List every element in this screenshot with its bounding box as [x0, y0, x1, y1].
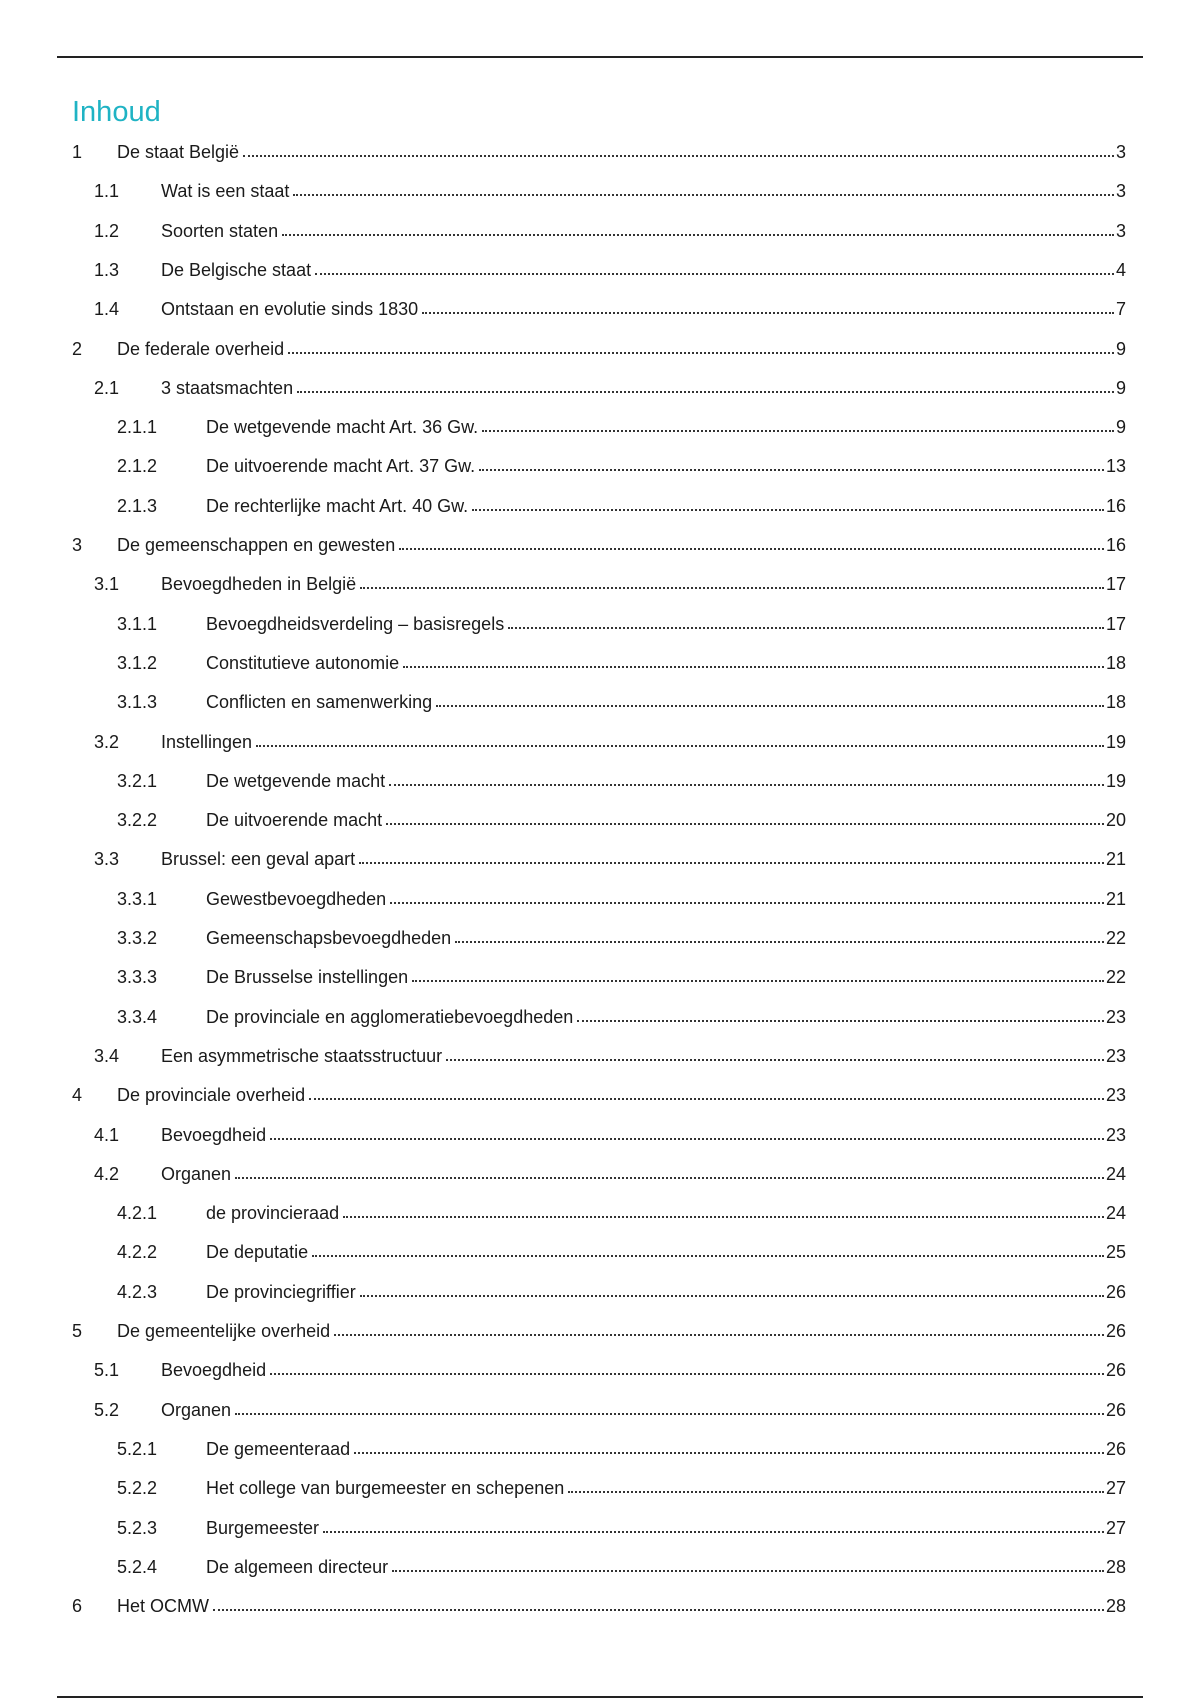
- toc-entry-number: 1.4: [94, 299, 120, 320]
- toc-entry[interactable]: [117, 491, 1126, 517]
- toc-dot-leader: [360, 1295, 1104, 1297]
- toc-entry[interactable]: [117, 1552, 1126, 1578]
- toc-dot-leader: [392, 1570, 1104, 1572]
- toc-entry-number: 4.2.1: [117, 1203, 158, 1224]
- toc-entry[interactable]: [117, 1198, 1126, 1224]
- toc-entry[interactable]: [117, 962, 1126, 988]
- toc-dot-leader: [315, 273, 1114, 275]
- toc-dot-leader: [334, 1334, 1104, 1336]
- toc-entry-page: 21: [1105, 888, 1126, 909]
- toc-dot-leader: [309, 1098, 1104, 1100]
- toc-entry-page: 24: [1105, 1163, 1126, 1184]
- toc-entry-page: 22: [1105, 967, 1126, 988]
- toc-entry[interactable]: [117, 451, 1126, 477]
- toc-dot-leader: [386, 823, 1104, 825]
- toc-entry-title: De Brusselse instellingen: [206, 967, 409, 988]
- toc-entry-number: 1: [72, 142, 83, 162]
- toc-entry-number: 3.2.1: [117, 770, 158, 791]
- toc-dot-leader: [360, 587, 1104, 589]
- toc-entry-page: 7: [1115, 299, 1126, 320]
- toc-entry-page: 16: [1105, 535, 1126, 555]
- toc-entry-number: 2: [72, 338, 83, 359]
- toc-entry-page: 23: [1105, 1006, 1126, 1027]
- toc-entry[interactable]: [117, 1002, 1126, 1028]
- toc-dot-leader: [235, 1413, 1104, 1415]
- toc-entry-title: De provinciale en agglomeratiebevoegdheden: [206, 1006, 574, 1027]
- toc-dot-leader: [422, 312, 1114, 314]
- toc-dot-leader: [389, 784, 1104, 786]
- toc-entry-number: 4.1: [94, 1124, 120, 1145]
- toc-dot-leader: [412, 980, 1104, 982]
- header-rule: [57, 56, 1143, 58]
- toc-entry-page: 28: [1105, 1596, 1126, 1617]
- toc-entry-number: 1.1: [94, 181, 120, 202]
- toc-entry-title: De provinciale overheid: [117, 1085, 306, 1106]
- toc-entry-number: 3.1.3: [117, 692, 158, 713]
- toc-entry-number: 5.2.3: [117, 1517, 158, 1538]
- toc-entry-page: 26: [1105, 1399, 1126, 1420]
- toc-entry[interactable]: [117, 412, 1126, 438]
- toc-entry[interactable]: [72, 1316, 1126, 1342]
- toc-entry-title: Bevoegdheden in België: [161, 574, 357, 595]
- toc-entry-title: De staat België: [117, 142, 240, 162]
- toc-entry[interactable]: [72, 334, 1126, 360]
- toc-dot-leader: [577, 1020, 1104, 1022]
- toc-entry[interactable]: [94, 176, 1126, 202]
- toc-entry-page: 9: [1115, 377, 1126, 398]
- toc-entry-page: 3: [1115, 142, 1126, 162]
- toc-entry-title: 3 staatsmachten: [161, 377, 294, 398]
- toc-entry[interactable]: [72, 1080, 1126, 1106]
- toc-entry-number: 6: [72, 1596, 83, 1617]
- toc-entry-number: 4.2.3: [117, 1281, 158, 1302]
- toc-entry[interactable]: [94, 844, 1126, 870]
- toc-dot-leader: [455, 941, 1104, 943]
- toc-entry-page: 21: [1105, 849, 1126, 870]
- toc-entry-title: Ontstaan en evolutie sinds 1830: [161, 299, 419, 320]
- toc-entry-title: Bevoegdheid: [161, 1124, 267, 1145]
- toc-entry-title: Conflicten en samenwerking: [206, 692, 433, 713]
- toc-entry-number: 4: [72, 1085, 83, 1106]
- toc-entry[interactable]: [117, 1277, 1126, 1303]
- toc-entry[interactable]: [117, 1473, 1126, 1499]
- toc-entry-page: 23: [1105, 1124, 1126, 1145]
- toc-entry-title: Bevoegdheid: [161, 1360, 267, 1381]
- toc-entry-title: De uitvoerende macht Art. 37 Gw.: [206, 456, 476, 477]
- toc-entry-title: De uitvoerende macht: [206, 810, 383, 831]
- toc-entry-page: 4: [1115, 259, 1126, 280]
- toc-entry-title: Organen: [161, 1163, 232, 1184]
- toc-entry-page: 23: [1105, 1045, 1126, 1066]
- toc-entry[interactable]: [117, 884, 1126, 910]
- toc-dot-leader: [213, 1609, 1104, 1611]
- toc-entry-page: 27: [1105, 1478, 1126, 1499]
- toc-entry-title: Instellingen: [161, 731, 253, 752]
- toc-entry-number: 3: [72, 535, 83, 555]
- toc-entry[interactable]: [72, 1591, 1126, 1617]
- toc-entry-page: 27: [1105, 1517, 1126, 1538]
- toc-entry[interactable]: [94, 569, 1126, 595]
- toc-entry[interactable]: [94, 1041, 1126, 1067]
- toc-entry-title: Wat is een staat: [161, 181, 290, 202]
- toc-dot-leader: [403, 666, 1104, 668]
- toc-entry-number: 5.2.4: [117, 1556, 158, 1577]
- toc-dot-leader: [235, 1177, 1104, 1179]
- toc-entry-title: De wetgevende macht: [206, 770, 386, 791]
- toc-entry[interactable]: [72, 530, 1126, 556]
- toc-entry-page: 20: [1105, 810, 1126, 831]
- toc-entry-title: Burgemeester: [206, 1517, 320, 1538]
- toc-dot-leader: [256, 745, 1104, 747]
- toc-entry-page: 23: [1105, 1085, 1126, 1106]
- toc-entry-title: De gemeenschappen en gewesten: [117, 535, 396, 555]
- toc-entry[interactable]: [117, 923, 1126, 949]
- toc-dot-leader: [343, 1216, 1104, 1218]
- toc-entry[interactable]: [117, 766, 1126, 792]
- toc-entry[interactable]: [117, 1237, 1126, 1263]
- toc-dot-leader: [312, 1255, 1104, 1257]
- toc-dot-leader: [508, 627, 1104, 629]
- toc-entry-number: 3.3.1: [117, 888, 158, 909]
- toc-dot-leader: [354, 1452, 1104, 1454]
- toc-dot-leader: [270, 1138, 1104, 1140]
- toc-entry-page: 9: [1115, 417, 1126, 438]
- toc-entry[interactable]: [94, 1120, 1126, 1146]
- toc-entry-page: 22: [1105, 928, 1126, 948]
- toc-dot-leader: [399, 548, 1104, 550]
- toc-entry-title: Soorten staten: [161, 220, 279, 241]
- toc-dot-leader: [568, 1491, 1104, 1493]
- toc-entry-number: 3.3: [94, 849, 120, 870]
- toc-entry[interactable]: [94, 294, 1126, 320]
- toc-entry-title: Brussel: een geval apart: [161, 849, 356, 870]
- toc-entry-title: Een asymmetrische staatsstructuur: [161, 1045, 443, 1066]
- toc-entry-page: 26: [1105, 1438, 1126, 1459]
- toc-dot-leader: [359, 862, 1104, 864]
- toc-entry-title: De gemeenteraad: [206, 1438, 351, 1459]
- toc-entry-title: Gemeenschapsbevoegdheden: [206, 928, 452, 948]
- toc-entry[interactable]: [94, 373, 1126, 399]
- toc-entry-page: 24: [1105, 1203, 1126, 1224]
- toc-entry-page: 16: [1105, 495, 1126, 516]
- toc-entry-page: 18: [1105, 652, 1126, 673]
- toc-entry-number: 1.2: [94, 220, 120, 241]
- toc-dot-leader: [323, 1531, 1104, 1533]
- toc-dot-leader: [472, 509, 1104, 511]
- toc-entry[interactable]: [94, 255, 1126, 281]
- toc-entry[interactable]: [94, 727, 1126, 753]
- toc-entry-number: 4.2: [94, 1163, 120, 1184]
- toc-entry-title: De Belgische staat: [161, 259, 312, 280]
- toc-entry-title: de provincieraad: [206, 1203, 340, 1224]
- toc-entry-number: 3.1.2: [117, 652, 158, 673]
- toc-entry[interactable]: [117, 1513, 1126, 1539]
- toc-entry[interactable]: [94, 1355, 1126, 1381]
- toc-entry-number: 3.2.2: [117, 810, 158, 831]
- toc-dot-leader: [436, 705, 1104, 707]
- toc-entry[interactable]: [117, 805, 1126, 831]
- toc-entry-number: 5.1: [94, 1360, 120, 1381]
- toc-entry[interactable]: [72, 137, 1126, 163]
- toc-dot-leader: [479, 469, 1104, 471]
- toc-dot-leader: [293, 194, 1114, 196]
- toc-entry-number: 5.2.2: [117, 1478, 158, 1499]
- toc-entry-title: De provinciegriffier: [206, 1281, 356, 1302]
- toc-entry-page: 26: [1105, 1281, 1126, 1302]
- toc-dot-leader: [288, 352, 1114, 354]
- toc-entry-number: 3.4: [94, 1045, 120, 1066]
- toc-dot-leader: [446, 1059, 1104, 1061]
- toc-entry-title: Het college van burgemeester en schepenen: [206, 1478, 565, 1499]
- toc-entry[interactable]: [94, 216, 1126, 242]
- toc-entry-number: 4.2.2: [117, 1242, 158, 1263]
- toc-entry-page: 26: [1105, 1360, 1126, 1381]
- toc-entry-title: Organen: [161, 1399, 232, 1420]
- toc-entry-title: Het OCMW: [117, 1596, 209, 1617]
- toc-entry-title: Gewestbevoegdheden: [206, 888, 387, 909]
- toc-entry-number: 5.2.1: [117, 1438, 158, 1459]
- toc-entry-page: 13: [1105, 456, 1126, 477]
- toc-entry[interactable]: [94, 1159, 1126, 1185]
- toc-dot-leader: [270, 1373, 1104, 1375]
- toc-entry[interactable]: [117, 609, 1126, 635]
- toc-entry-page: 9: [1115, 338, 1126, 359]
- toc-entry-title: De deputatie: [206, 1242, 309, 1263]
- toc-dot-leader: [243, 155, 1114, 157]
- toc-entry-number: 2.1.1: [117, 417, 158, 438]
- toc-dot-leader: [482, 430, 1114, 432]
- toc-entry-number: 3.3.2: [117, 928, 158, 948]
- toc-dot-leader: [297, 391, 1114, 393]
- footer-rule: [57, 1696, 1143, 1698]
- toc-entry-page: 28: [1105, 1556, 1126, 1577]
- toc-entry-page: 19: [1105, 731, 1126, 752]
- toc-entry-title: De rechterlijke macht Art. 40 Gw.: [206, 495, 469, 516]
- toc-entry-title: De federale overheid: [117, 338, 285, 359]
- toc-entry-number: 3.1: [94, 574, 120, 595]
- toc-entry-page: 3: [1115, 220, 1126, 241]
- toc-entry-number: 3.2: [94, 731, 120, 752]
- toc-entry-page: 17: [1105, 613, 1126, 634]
- toc-entry-number: 5.2: [94, 1399, 120, 1420]
- toc-entry[interactable]: [117, 687, 1126, 713]
- toc-entry-number: 3.1.1: [117, 613, 158, 634]
- toc-entry-page: 26: [1105, 1321, 1126, 1341]
- toc-entry[interactable]: [94, 1395, 1126, 1421]
- toc-entry-page: 18: [1105, 692, 1126, 713]
- toc-entry-page: 25: [1105, 1242, 1126, 1263]
- toc-entry-title: De gemeentelijke overheid: [117, 1321, 331, 1341]
- toc-entry-title: De wetgevende macht Art. 36 Gw.: [206, 417, 479, 438]
- toc-entry-page: 19: [1105, 770, 1126, 791]
- toc-entry-title: Bevoegdheidsverdeling – basisregels: [206, 613, 505, 634]
- toc-entry-number: 3.3.3: [117, 967, 158, 988]
- toc-entry[interactable]: [117, 648, 1126, 674]
- toc-entry-number: 2.1: [94, 377, 120, 398]
- toc-entry-title: De algemeen directeur: [206, 1556, 389, 1577]
- toc-heading: Inhoud: [72, 96, 161, 128]
- toc-entry-number: 3.3.4: [117, 1006, 158, 1027]
- toc-entry-number: 2.1.2: [117, 456, 158, 477]
- toc-dot-leader: [282, 234, 1114, 236]
- toc-entry-number: 2.1.3: [117, 495, 158, 516]
- toc-entry-number: 1.3: [94, 259, 120, 280]
- toc-dot-leader: [390, 902, 1104, 904]
- toc-entry-title: Constitutieve autonomie: [206, 652, 400, 673]
- toc-entry-page: 3: [1115, 181, 1126, 202]
- toc-entry[interactable]: [117, 1434, 1126, 1460]
- toc-entry-page: 17: [1105, 574, 1126, 595]
- toc-entry-number: 5: [72, 1321, 83, 1341]
